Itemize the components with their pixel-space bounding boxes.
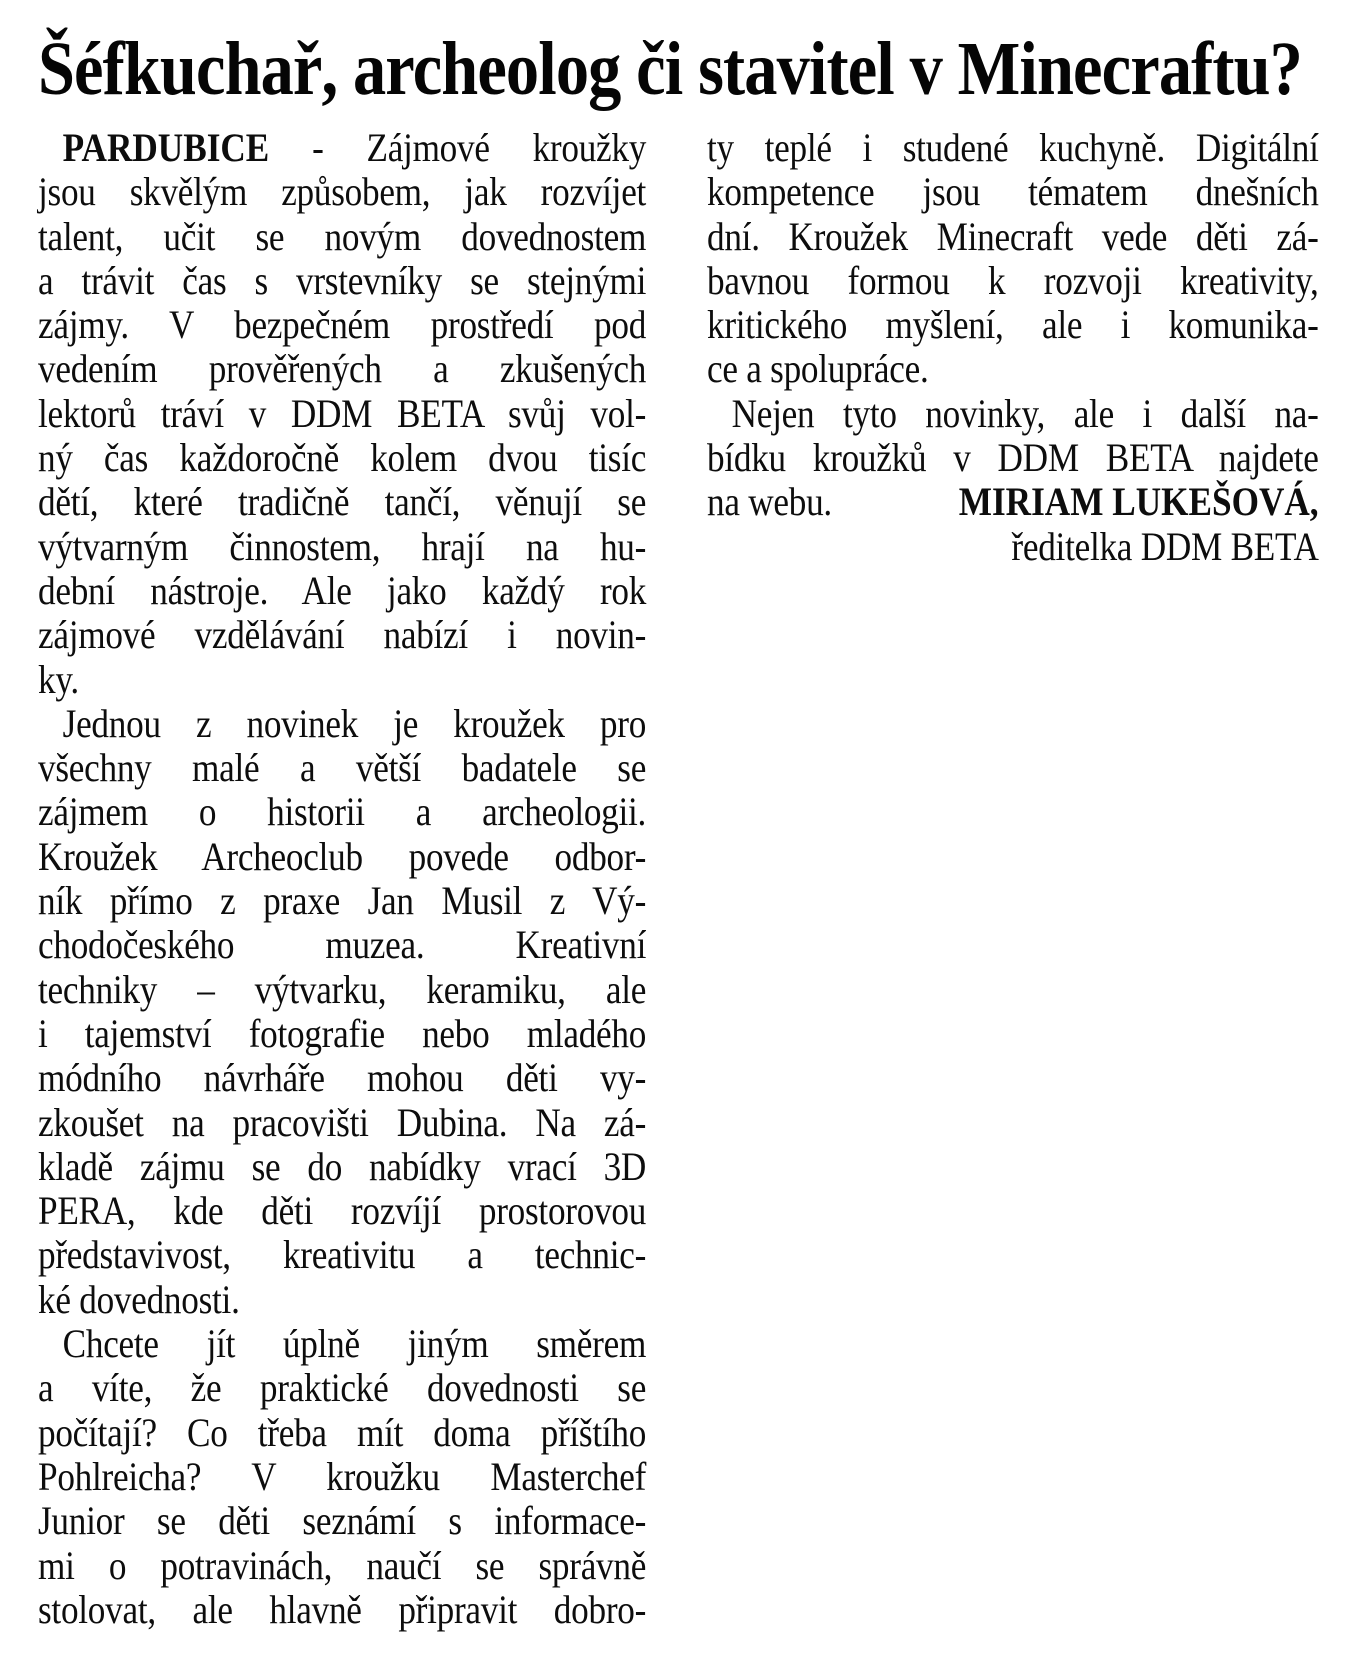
text-line: ce a spolupráce.	[707, 346, 929, 392]
text-line: ný čas každoročně kolem dvou tisíc	[38, 435, 647, 481]
headline: Šéfkuchař, archeolog či stavitel v Minecraftu?	[38, 27, 1302, 111]
text-line: zájmem o historii a archeologii.	[38, 789, 647, 835]
byline-role: ředitelka DDM BETA	[1011, 523, 1319, 569]
dateline: PARDUBICE	[62, 125, 270, 170]
text-line: zkoušet na pracovišti Dubina. Na zá-	[38, 1099, 647, 1145]
text-line: dětí, které tradičně tančí, věnují se	[38, 479, 647, 525]
text-line: a trávit čas s vrstevníky se stejnými	[38, 257, 647, 303]
text-line: výtvarným činnostem, hrají na hu-	[38, 523, 647, 569]
text-span: - Zájmové kroužky	[269, 125, 647, 170]
text-line: Kroužek Archeoclub povede odbor-	[38, 833, 647, 879]
text-line: jsou skvělým způsobem, jak rozvíjet	[38, 169, 647, 215]
text-line: zájmy. V bezpečném prostředí pod	[38, 302, 647, 348]
text-line: dební nástroje. Ale jako každý rok	[38, 567, 647, 613]
text-line: a víte, že praktické dovednosti se	[38, 1365, 647, 1411]
text-line: PERA, kde děti rozvíjí prostorovou	[38, 1188, 647, 1234]
text-line: mi o potravinách, naučí se správně	[38, 1542, 647, 1588]
text-line: bídku kroužků v DDM BETA najdete	[707, 435, 1319, 481]
text-line: kompetence jsou tématem dnešních	[707, 169, 1319, 215]
text-line: ky.	[38, 656, 79, 702]
text-line	[38, 126, 646, 170]
text-line: Nejen tyto novinky, ale i další na-	[731, 390, 1319, 436]
article-column-1	[38, 126, 646, 1632]
text-line: lektorů tráví v DDM BETA svůj vol-	[38, 390, 647, 436]
text-line: stolovat, ale hlavně připravit dobro-	[38, 1586, 647, 1632]
text-line: chodočeského muzea. Kreativní	[38, 922, 647, 968]
text-line: ké dovednosti.	[38, 1276, 240, 1322]
text-line: Chcete jít úplně jiným směrem	[62, 1321, 647, 1367]
byline-line	[707, 480, 1319, 524]
article-column-2	[707, 126, 1319, 569]
text-line: Jednou z novinek je kroužek pro	[62, 700, 647, 746]
text-line: i tajemství fotografie nebo mladého	[38, 1010, 647, 1056]
text-line: vedením prověřených a zkušených	[38, 346, 647, 392]
text-line: ty teplé i studené kuchyně. Digitální	[707, 125, 1319, 170]
text-line: kladě zájmu se do nabídky vrací 3D	[38, 1143, 647, 1189]
text-line: představivost, kreativitu a technic-	[38, 1232, 647, 1278]
text-line: ník přímo z praxe Jan Musil z Vý-	[38, 878, 647, 924]
text-line: Pohlreicha? V kroužku Masterchef	[38, 1453, 647, 1499]
text-line: kritického myšlení, ale i komunika-	[707, 302, 1319, 348]
text-line: počítají? Co třeba mít doma příštího	[38, 1409, 647, 1455]
text-line: techniky – výtvarku, keramiku, ale	[38, 966, 647, 1012]
text-line: dní. Kroužek Minecraft vede děti zá-	[707, 213, 1319, 259]
text-line: bavnou formou k rozvoji kreativity,	[707, 257, 1319, 303]
text-line: Junior se děti seznámí s informace-	[38, 1498, 647, 1544]
column-1-lines	[38, 126, 646, 1632]
byline-name: MIRIAM LUKEŠOVÁ,	[958, 479, 1319, 525]
byline-prefix: na webu.	[707, 479, 832, 525]
column-2-lines	[707, 126, 1319, 569]
text-line: talent, učit se novým dovednostem	[38, 213, 647, 259]
article-body	[38, 126, 1319, 1632]
text-line: módního návrháře mohou děti vy-	[38, 1055, 647, 1101]
text-line: zájmové vzdělávání nabízí i novin-	[38, 612, 647, 658]
text-line: všechny malé a větší badatele se	[38, 745, 647, 791]
